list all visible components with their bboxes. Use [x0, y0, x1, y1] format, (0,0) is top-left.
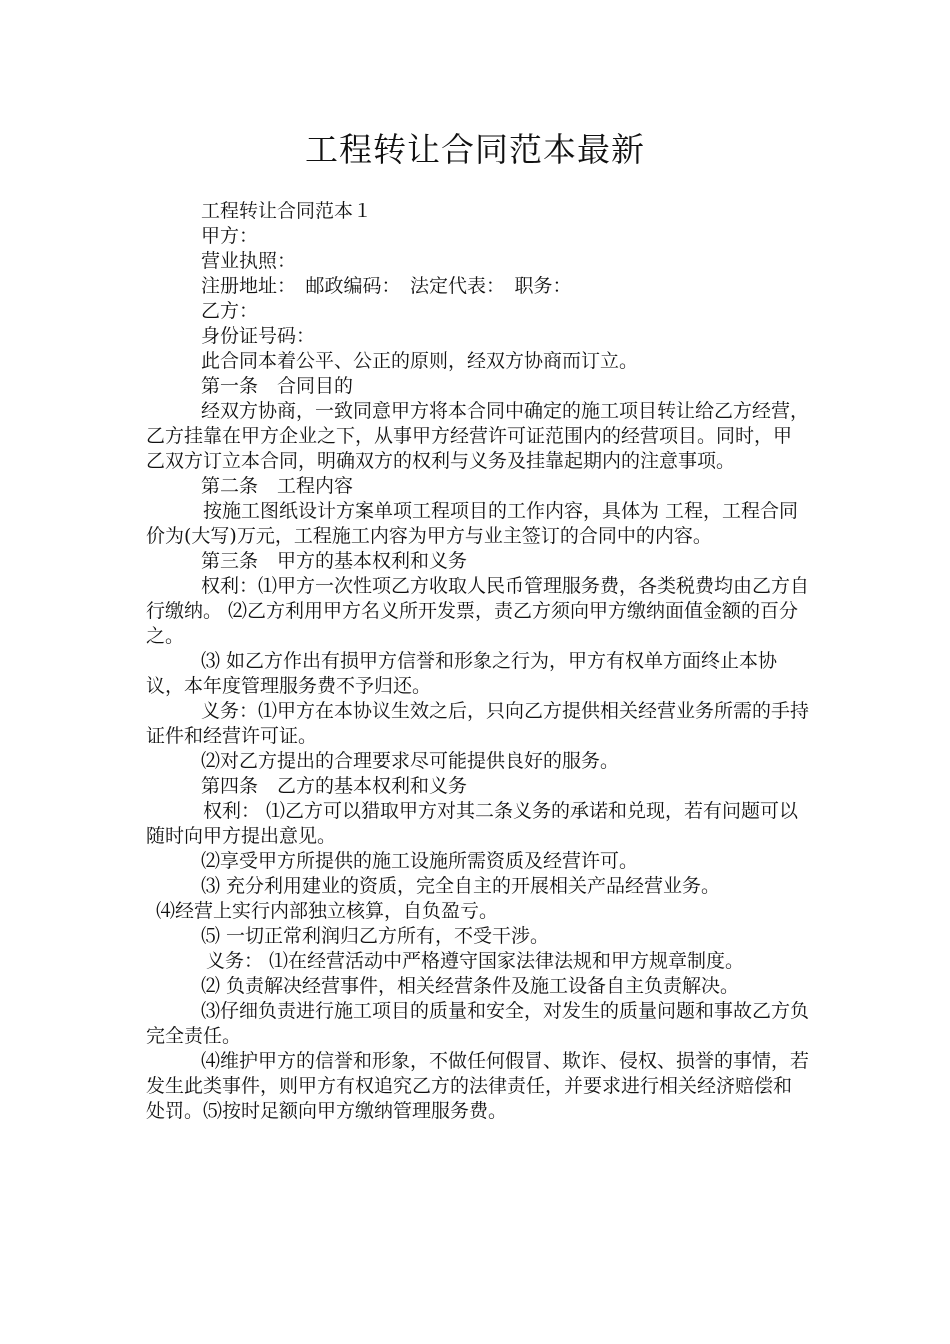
article-4-obligations-4: ⑷维护甲方的信誉和形象，不做任何假冒、欺诈、侵权、损誉的事情，若发生此类事件，则甲方有权追究乙方的法律责任，并要求进行相关经济赔偿和处罚。⑸按时足额向甲方缴纳管理服务费。	[146, 1050, 810, 1122]
article-4-rights-5: ⑸ 一切正常利润归乙方所有，不受干涉。	[201, 925, 550, 947]
article-4-heading: 第四条 乙方的基本权利和义务	[201, 775, 468, 797]
article-3-rights: 权利：⑴甲方一次性项乙方收取人民币管理服务费，各类税费均由乙方自行缴纳。 ⑵乙方利用甲方名义所开发票，责乙方须向甲方缴纳面值金额的百分之。	[146, 575, 810, 647]
article-4-obligations: 义务： ⑴在经营活动中严格遵守国家法律法规和甲方规章制度。	[206, 950, 745, 972]
article-3-obligations-2: ⑵对乙方提出的合理要求尽可能提供良好的服务。	[201, 750, 620, 772]
article-4-rights-4: ⑷经营上实行内部独立核算，自负盈亏。	[156, 900, 499, 922]
document-title: 工程转让合同范本最新	[305, 130, 645, 169]
article-4-obligations-2: ⑵ 负责解决经营事件，相关经营条件及施工设备自主负责解决。	[201, 975, 740, 997]
contract-heading: 工程转让合同范本１	[201, 200, 373, 222]
article-3-heading: 第三条 甲方的基本权利和义务	[201, 550, 468, 572]
article-4-rights: 权利： ⑴乙方可以猎取甲方对其二条义务的承诺和兑现，若有问题可以随时向甲方提出意见。	[146, 800, 799, 847]
address-fields: 注册地址： 邮政编码： 法定代表： 职务：	[201, 275, 572, 297]
party-b-field: 乙方：	[201, 300, 259, 322]
article-3-rights-3: ⑶ 如乙方作出有损甲方信誉和形象之行为，甲方有权单方面终止本协议，本年度管理服务费不予归还。	[146, 650, 778, 697]
party-a-field: 甲方：	[201, 225, 259, 247]
article-3-obligations: 义务：⑴甲方在本协议生效之后，只向乙方提供相关经营业务所需的手持证件和经营许可证。	[146, 700, 810, 747]
article-1-heading: 第一条 合同目的	[201, 375, 354, 397]
document-body	[146, 199, 810, 1124]
article-4-obligations-3: ⑶仔细负责进行施工项目的质量和安全，对发生的质量问题和事故乙方负完全责任。	[146, 1000, 810, 1047]
article-4-rights-2: ⑵享受甲方所提供的施工设施所需资质及经营许可。	[201, 850, 639, 872]
article-4-rights-3: ⑶ 充分利用建业的资质，完全自主的开展相关产品经营业务。	[201, 875, 721, 897]
id-number-field: 身份证号码：	[201, 325, 316, 347]
article-2-text: 按施工图纸设计方案单项工程项目的工作内容，具体为 工程，工程合同价为(大写)万元，工程施工内容为甲方与业主签订的合同中的内容。	[146, 500, 799, 547]
article-1-text: 经双方协商，一致同意甲方将本合同中确定的施工项目转让给乙方经营，乙方挂靠在甲方企业之下，从事甲方经营许可证范围内的经营项目。同时，甲乙双方订立本合同，明确双方的权利与义务及挂靠起期内的注意事项。	[146, 400, 810, 472]
preamble: 此合同本着公平、公正的原则，经双方协商而订立。	[201, 350, 639, 372]
business-license-field: 营业执照：	[201, 250, 297, 272]
article-2-heading: 第二条 工程内容	[201, 475, 354, 497]
